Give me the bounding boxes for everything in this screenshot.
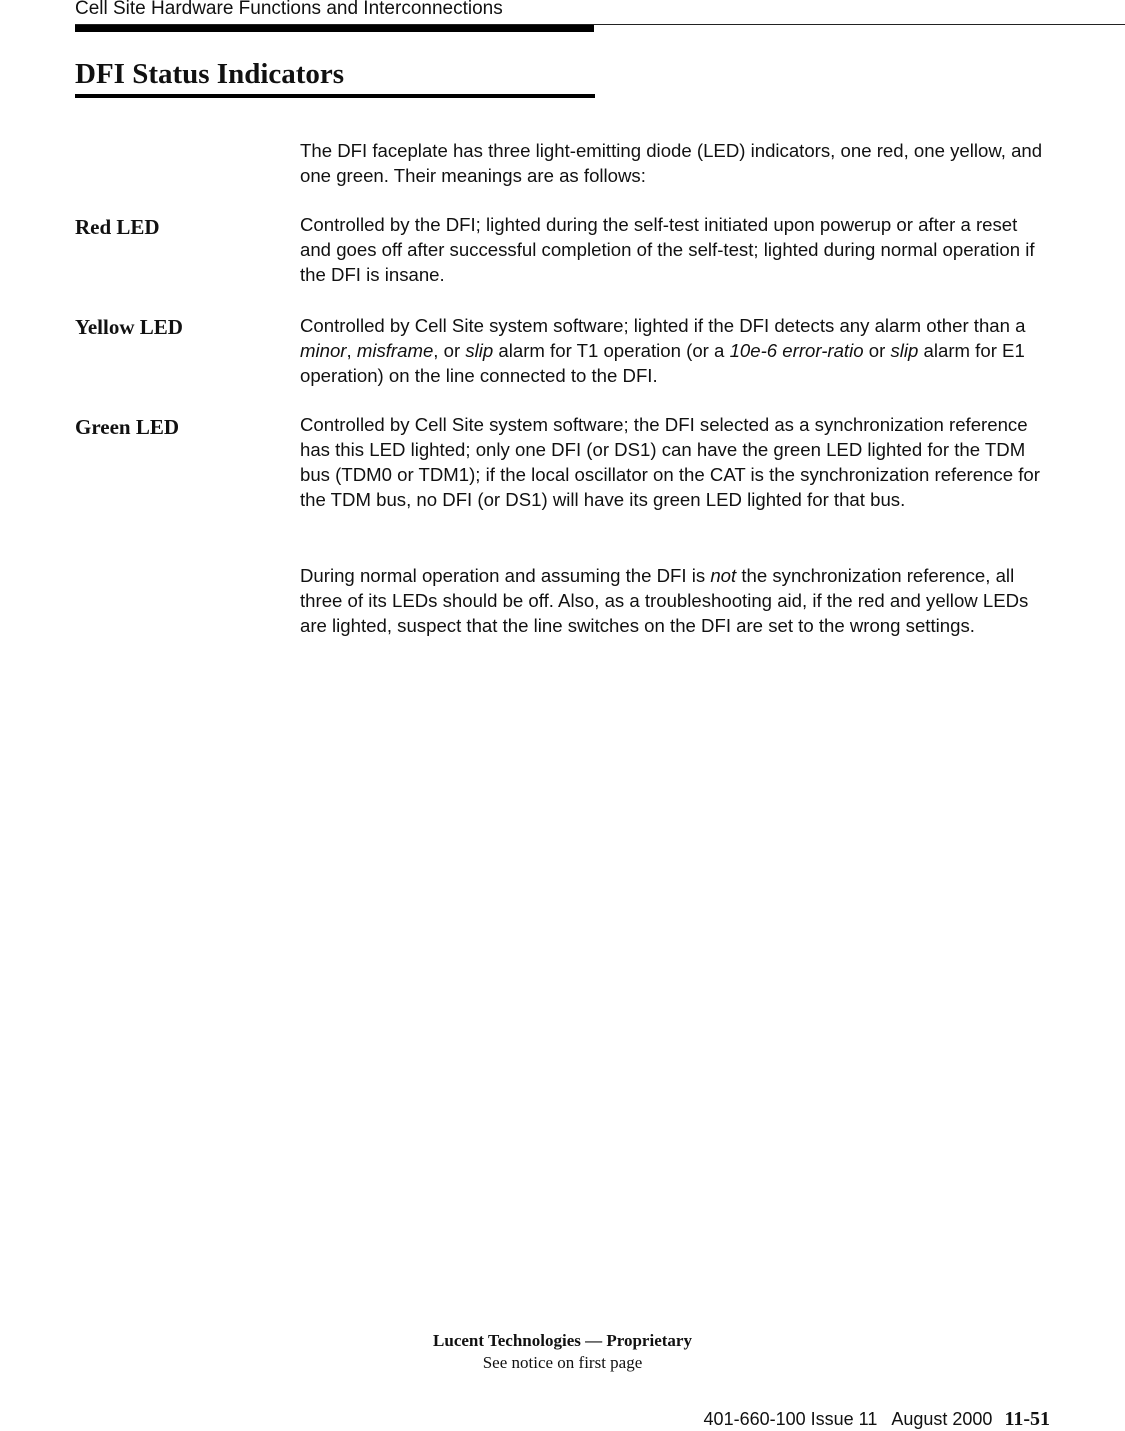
- text-run: , or: [433, 340, 466, 361]
- emphasis: misframe: [356, 340, 434, 361]
- emphasis: not: [710, 565, 737, 586]
- text-run: the synchronization reference, all three of its LEDs should be off. Also, as a troubleshooting aid, if the red and yellow LEDs are lighted, suspect that the line switches on the DFI are set to the wrong settings.: [300, 565, 1029, 636]
- emphasis: minor: [300, 340, 347, 361]
- footer-notice: See notice on first page: [482, 1353, 643, 1372]
- red-led-description: Controlled by the DFI; lighted during the self-test initiated upon powerup or after a reset and goes off after successful completion of the self-test; lighted during normal operation if the DFI is insane.: [300, 214, 1035, 285]
- emphasis: slip: [465, 340, 494, 361]
- section-title: DFI Status Indicators: [75, 58, 345, 90]
- closing-paragraph: [300, 563, 1050, 638]
- doc-date: August 2000: [891, 1409, 993, 1429]
- text-run: ,: [346, 340, 357, 361]
- green-led-term: Green LED: [75, 415, 180, 439]
- doc-number: 401-660-100 Issue 11: [703, 1409, 878, 1429]
- running-header: Cell Site Hardware Functions and Interconnections: [75, 0, 503, 19]
- text-run: During normal operation and assuming the DFI is: [300, 565, 711, 586]
- section-title-rule: [75, 94, 595, 98]
- footer-company: Lucent Technologies — Proprietary: [433, 1331, 692, 1350]
- text-run: alarm for T1 operation (or a: [493, 340, 730, 361]
- header-rule-thick: [75, 25, 594, 32]
- page-number: 11-51: [1004, 1408, 1050, 1430]
- yellow-led-term: Yellow LED: [75, 315, 183, 339]
- text-run: or: [863, 340, 891, 361]
- emphasis: 10e-6 error-ratio: [729, 340, 864, 361]
- footer-reference: [704, 1407, 1050, 1431]
- intro-paragraph: The DFI faceplate has three light-emitting diode (LED) indicators, one red, one yellow, and one green. Their meanings are as follows:: [300, 140, 1043, 186]
- text-run: Controlled by Cell Site system software; lighted if the DFI detects any alarm other than a: [300, 315, 1026, 336]
- green-led-description: Controlled by Cell Site system software; the DFI selected as a synchronization reference has this LED lighted; only one DFI (or DS1) can have the green LED lighted for the TDM bus (TDM0 or TDM1); if the local oscillator on the CAT is the synchronization reference for the TDM bus, no DFI (or DS1) will have its green LED lighted for that bus.: [300, 414, 1040, 510]
- text-run: alarm for E1 operation) on the line connected to the DFI.: [300, 340, 1025, 386]
- red-led-term: Red LED: [75, 215, 160, 239]
- yellow-led-description: [300, 313, 1050, 388]
- emphasis: slip: [890, 340, 919, 361]
